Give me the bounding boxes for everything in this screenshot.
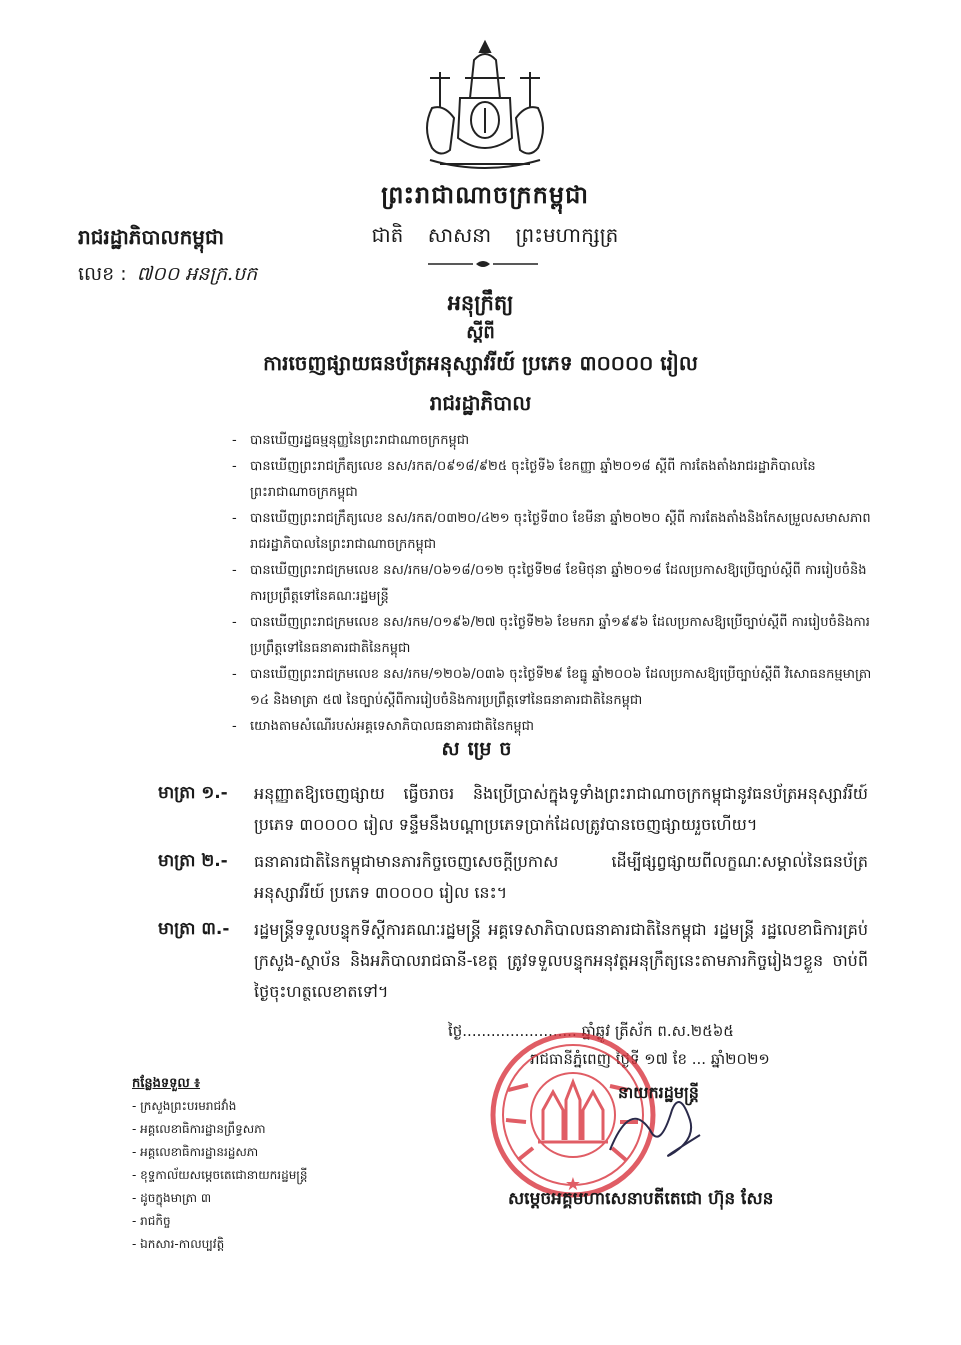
reference-number <box>78 262 257 290</box>
list-item: - យោងតាមសំណើរបស់អគ្គទេសាភិបាលធនាគារជាតិនៃកម្ពុជា <box>232 719 535 734</box>
list-item: - បានឃើញព្រះរាជក្រមលេខ នស/រកម/១២០៦/០៣៦ ចុះថ្ងៃទី២៩ ខែធ្នូ ឆ្នាំ២០០៦ ដែលប្រកាសឱ្យប្រើច្បាប់ស្តីពី វិសោធនកម្មមាត្រា ១៤ និងមាត្រា ៥៧ នៃច្បាប់ស្តីពីការរៀបចំនិងការប្រព្រឹត្តទៅនៃធនាគារជាតិនៃកម្ពុជា <box>232 667 872 708</box>
signatory-title: នាយករដ្ឋមន្ត្រី <box>618 1083 699 1102</box>
document-type: អនុក្រឹត្យ <box>447 291 514 315</box>
issuer: រាជរដ្ឋាភិបាល <box>429 391 532 415</box>
article-text: ធនាគារជាតិនៃកម្ពុជាមានភារកិច្ចចេញសេចក្តីប្រកាស ដើម្បីផ្សព្វផ្សាយពីលក្ខណៈសម្គាល់នៃធនប័ត្រអនុស្សាវរីយ៍ ប្រភេទ ៣០០០០ រៀល នេះ។ <box>254 852 868 902</box>
signatory-name: សម្តេចអគ្គមហាសេនាបតីតេជោ ហ៊ុន សែន <box>508 1189 774 1209</box>
list-item: - អគ្គលេខាធិការដ្ឋានព្រឹទ្ធសភា <box>132 1122 266 1136</box>
reference-label: លេខ : <box>78 263 127 285</box>
decision-heading: សម្រេច <box>441 738 520 760</box>
svg-text:★: ★ <box>564 1174 582 1195</box>
considerations-list <box>232 428 872 740</box>
list-item: - ខុទ្ទកាល័យសម្តេចតេជោនាយករដ្ឋមន្ត្រី <box>132 1168 308 1182</box>
kingdom-title: ព្រះរាជាណាចក្រកម្ពុជា <box>381 181 589 209</box>
list-item: - បានឃើញរដ្ឋធម្មនុញ្ញនៃព្រះរាជាណាចក្រកម្ពុជា <box>232 433 470 448</box>
article-text: អនុញ្ញាតឱ្យចេញផ្សាយ ធ្វើចរាចរ និងប្រើប្រាស់ក្នុងទូទាំងព្រះរាជាណាចក្រកម្ពុជានូវធនប័ត្រអនុស្សាវរីយ៍ ប្រភេទ ៣០០០០ រៀល ទន្ទឹមនឹងបណ្តាប្រភេទប្រាក់ដែលត្រូវបានចេញផ្សាយរួចហើយ។ <box>254 784 868 834</box>
royal-coat-of-arms-icon <box>410 38 560 178</box>
articles <box>158 778 868 1013</box>
list-item: - បានឃើញព្រះរាជក្រមលេខ នស/រកម/០១៩៦/២៧ ចុះថ្ងៃទី២៦ ខែមករា ឆ្នាំ១៩៩៦ ដែលប្រកាសឱ្យប្រើច្បាប់ស្តីពី ការរៀបចំនិងការប្រព្រឹត្តទៅនៃធនាគារជាតិនៃកម្ពុជា <box>232 615 870 656</box>
reference-value: ៧០០ អនក្រ.បក <box>136 263 258 285</box>
recipients-heading: កន្លែងទទួល ៖ <box>132 1076 201 1091</box>
article-text: រដ្ឋមន្ត្រីទទួលបន្ទុកទីស្តីការគណៈរដ្ឋមន្ត្រី អគ្គទេសាភិបាលធនាគារជាតិនៃកម្ពុជា រដ្ឋមន្ត្រី រដ្ឋលេខាធិការគ្រប់ក្រសួង-ស្ថាប័ន និងអភិបាលរាជធានី-ខេត្ត ត្រូវទទួលបន្ទុកអនុវត្តអនុក្រឹត្យនេះតាមភារកិច្ចរៀងៗខ្លួន ចាប់ពីថ្ងៃចុះហត្ថលេខាតទៅ។ <box>254 920 868 1001</box>
article-1 <box>158 778 868 840</box>
list-item: - ក្រសួងព្រះបរមរាជវាំង <box>132 1099 237 1113</box>
national-motto: ជាតិ សាសនា ព្រះមហាក្សត្រ <box>371 223 619 247</box>
place-and-date: រាជធានីភ្នំពេញ ថ្ងៃទី ១៧ ខែ ... ឆ្នាំ២០២១ <box>530 1050 770 1068</box>
article-label: មាត្រា ២.- <box>158 851 228 871</box>
article-3 <box>158 914 868 1007</box>
list-item: - អគ្គលេខាធិការដ្ឋានរដ្ឋសភា <box>132 1145 259 1159</box>
article-2 <box>158 846 868 908</box>
lunar-date: ថ្ងៃ........................ ឆ្នាំឆ្លូវ ត្រីស័ក ព.ស.២៥៦៥ <box>448 1022 734 1040</box>
list-item: - ដូចក្នុងមាត្រា ៣ <box>132 1191 212 1205</box>
about-label: ស្តីពី <box>466 322 495 343</box>
list-item: - ឯកសារ-កាលប្បវត្តិ <box>132 1237 225 1251</box>
ornamental-divider-icon <box>428 258 538 270</box>
list-item: - បានឃើញព្រះរាជក្រមលេខ នស/រកម/០៦១៨/០១២ ចុះថ្ងៃទី២៨ ខែមិថុនា ឆ្នាំ២០១៨ ដែលប្រកាសឱ្យប្រើច្បាប់ស្តីពី ការរៀបចំនិងការប្រព្រឹត្តទៅនៃគណៈរដ្ឋមន្ត្រី <box>232 563 867 604</box>
list-item: - បានឃើញព្រះរាជក្រឹត្យលេខ នស/រកត/០៣២០/៤២១ ចុះថ្ងៃទី៣០ ខែមីនា ឆ្នាំ២០២០ ស្តីពី ការតែងតាំងនិងកែសម្រួលសមាសភាពរាជរដ្ឋាភិបាលនៃព្រះរាជាណាចក្រកម្ពុជា <box>232 511 871 552</box>
recipients-list <box>132 1072 308 1256</box>
list-item: - បានឃើញព្រះរាជក្រឹត្យលេខ នស/រកត/០៩១៨/៩២៥ ចុះថ្ងៃទី៦ ខែកញ្ញា ឆ្នាំ២០១៨ ស្តីពី ការតែងតាំងរាជរដ្ឋាភិបាលនៃព្រះរាជាណាចក្រកម្ពុជា <box>232 459 816 500</box>
article-label: មាត្រា ៣.- <box>158 919 230 939</box>
document-subject: ការចេញផ្សាយធនប័ត្រអនុស្សាវរីយ៍ ប្រភេទ ៣០០០០ រៀល <box>263 351 698 375</box>
article-label: មាត្រា ១.- <box>158 783 228 803</box>
government-name: រាជរដ្ឋាភិបាលកម្ពុជា <box>78 225 224 249</box>
list-item: - រាជកិច្ច <box>132 1214 171 1228</box>
